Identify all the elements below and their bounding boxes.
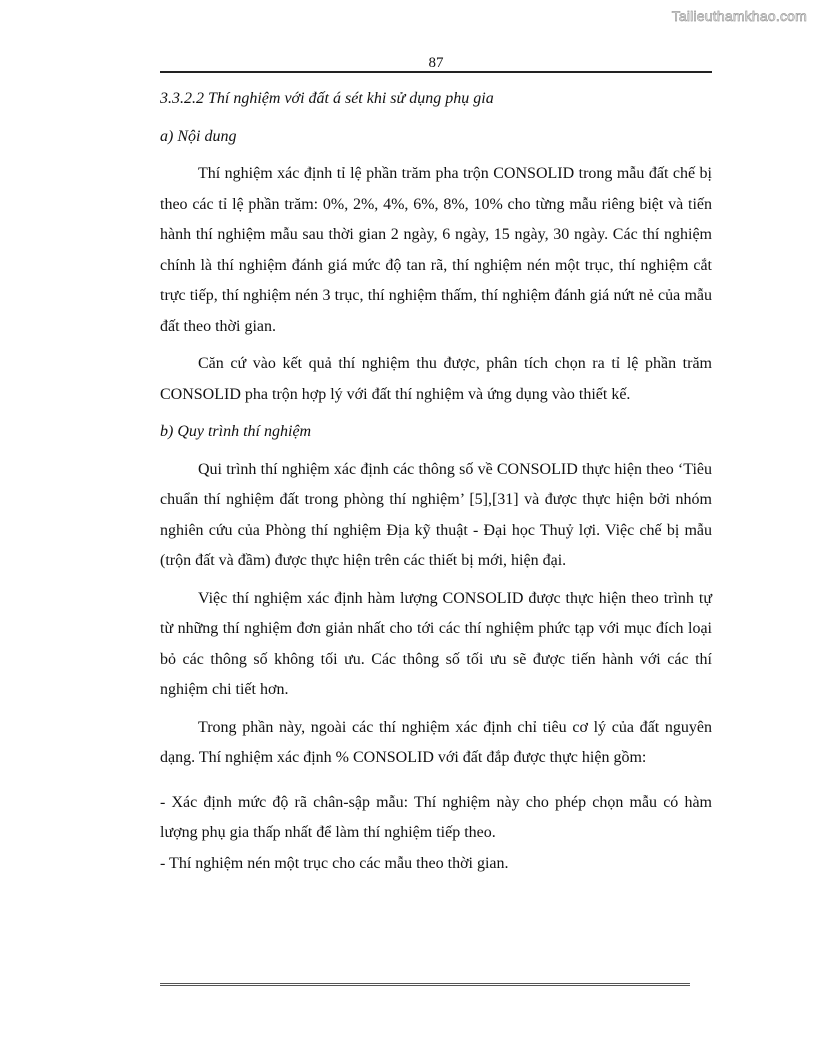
list-item: - Thí nghiệm nén một trục cho các mẫu theo thời gian. [160, 854, 509, 872]
section-heading: 3.3.2.2 Thí nghiệm với đất á sét khi sử dụng phụ gia [160, 90, 494, 107]
paragraph: Việc thí nghiệm xác định hàm lượng CONSOLID được thực hiện theo trình tự từ những thí nghiệm đơn giản nhất cho tới các thí nghiệm phức tạp với mục đích loại bỏ các thông số không tối ưu. Các thông số tối ưu sẽ được tiến hành với các thí nghiệm chi tiết hơn. [160, 589, 712, 698]
paragraph: Căn cứ vào kết quả thí nghiệm thu được, phân tích chọn ra tỉ lệ phần trăm CONSOLID pha trộn hợp lý với đất thí nghiệm và ứng dụng vào thiết kế. [160, 355, 712, 403]
paragraph: Qui trình thí nghiệm xác định các thông số về CONSOLID thực hiện theo ‘Tiêu chuẩn thí nghiệm đất trong phòng thí nghiệm’ [5],[31] và được thực hiện bởi nhóm nghiên cứu của Phòng thí nghiệm Địa kỹ thuật - Đại học Thuỷ lợi. Việc chế bị mẫu (trộn đất và đầm) được thực hiện trên các thiết bị mới, hiện đại. [160, 460, 712, 569]
paragraph: Thí nghiệm xác định tỉ lệ phần trăm pha trộn CONSOLID trong mẫu đất chế bị theo các tỉ lệ phần trăm: 0%, 2%, 4%, 6%, 8%, 10% cho từng mẫu riêng biệt và tiến hành thí nghiệm mẫu sau thời gian 2 ngày, 6 ngày, 15 ngày, 30 ngày. Các thí nghiệm chính là thí nghiệm đánh giá mức độ tan rã, thí nghiệm nén một trục, thí nghiệm cắt trực tiếp, thí nghiệm nén 3 trục, thí nghiệm thấm, thí nghiệm đánh giá nứt nẻ của mẫu đất theo thời gian. [160, 165, 712, 335]
subheading-content: a) Nội dung [160, 127, 237, 145]
list-item: - Xác định mức độ rã chân-sập mẫu: Thí nghiệm này cho phép chọn mẫu có hàm lượng phụ gia thấp nhất để làm thí nghiệm tiếp theo. [160, 793, 712, 841]
footer-rule [160, 983, 690, 986]
page-number: 87 [428, 55, 444, 71]
document-body [160, 84, 712, 879]
subheading-procedure: b) Quy trình thí nghiệm [160, 423, 312, 440]
paragraph: Trong phần này, ngoài các thí nghiệm xác định chỉ tiêu cơ lý của đất nguyên dạng. Thí nghiệm xác định % CONSOLID với đất đắp được thực hiện gồm: [160, 718, 712, 766]
header-rule [160, 71, 712, 73]
watermark-text: Tailieuthamkhao.com [671, 8, 807, 24]
